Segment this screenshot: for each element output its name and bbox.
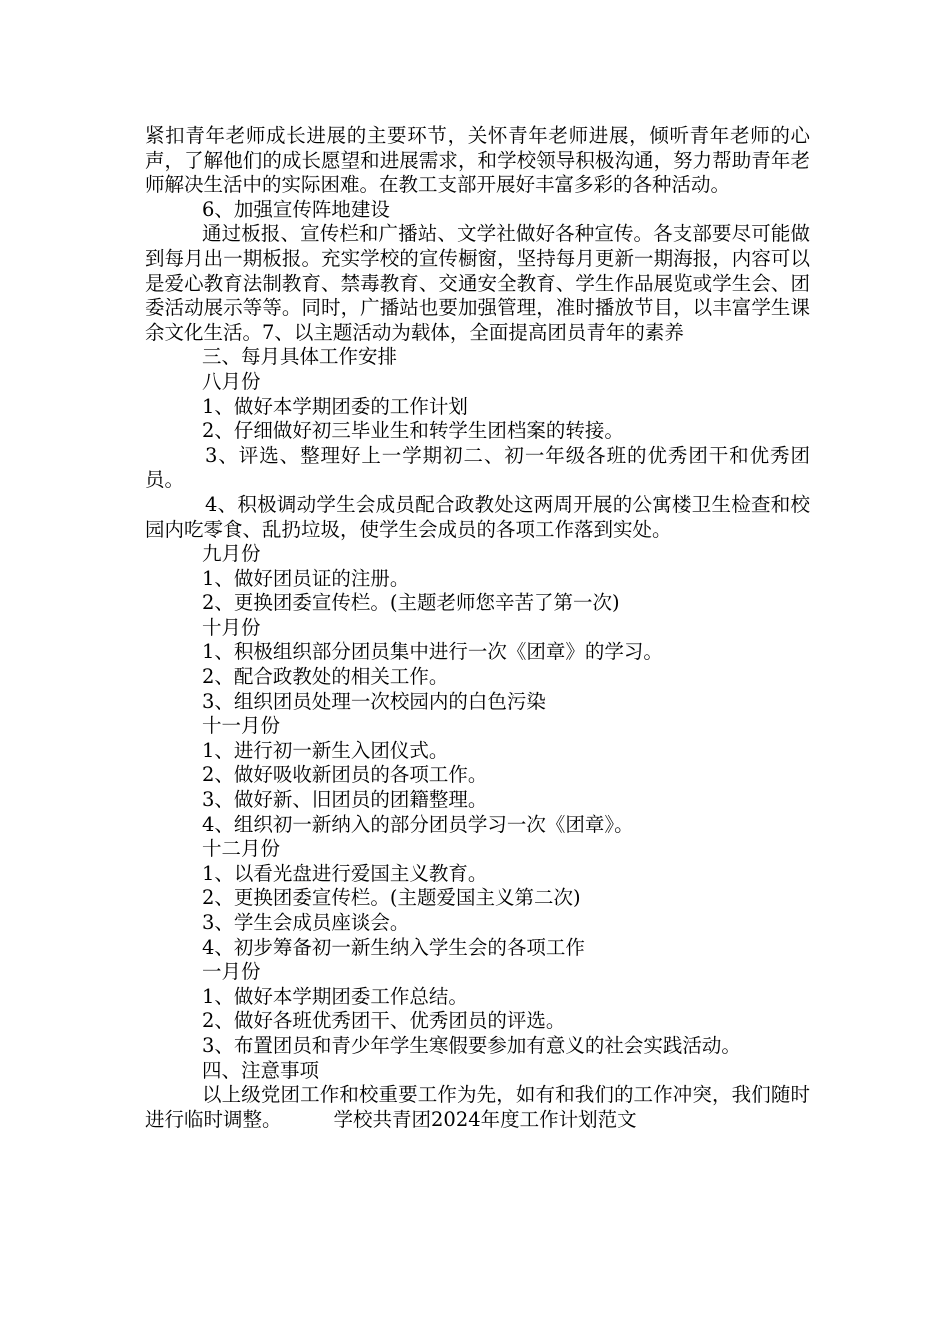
month-heading-december: 十二月份 [202,837,281,861]
next-document-title: 学校共青团2024年度工作计划范文 [333,1107,637,1131]
list-item: 4、初步筹备初一新生纳入学生会的各项工作 [202,935,585,959]
paragraph-publicity: 通过板报、宣传栏和广播站、文学社做好各种宣传。各支部要尽可能做到每月出一期板报。充实学校的宣传橱窗，坚持每月更新一期海报，内容可以是爱心教育法制教育、禁毒教育、交通安全教育、学生作品展览或学生会、团委活动展示等等。同时，广播站也要加强管理，准时播放节目，以丰富学生课余文化生活。7、以主题活动为载体，全面提高团员青年的素养 [145,222,810,344]
list-item: 2、更换团委宣传栏。(主题老师您辛苦了第一次) [202,591,620,615]
list-item: 1、以看光盘进行爱国主义教育。 [202,861,488,885]
month-heading-august: 八月份 [202,369,261,393]
list-item: 1、做好本学期团委的工作计划 [202,394,468,418]
list-item: 3、评选、整理好上一学期初二、初一年级各班的优秀团干和优秀团员。 [145,443,810,492]
document-page [145,124,810,1132]
list-item: 2、仔细做好初三毕业生和转学生团档案的转接。 [202,419,624,443]
list-item: 4、积极调动学生会成员配合政教处这两周开展的公寓楼卫生检查和校园内吃零食、乱扔垃圾，使学生会成员的各项工作落到实处。 [145,492,810,541]
list-item: 1、做好本学期团委工作总结。 [202,984,468,1008]
list-item: 3、布置团员和青少年学生寒假要参加有意义的社会实践活动。 [202,1033,741,1057]
month-heading-november: 十一月份 [202,714,281,738]
notes-text: 以上级党团工作和校重要工作为先，如有和我们的工作冲突，我们随时进行临时调整。 [145,1083,810,1131]
list-item: 2、更换团委宣传栏。(主题爱国主义第二次) [202,886,581,910]
list-item: 4、组织初一新纳入的部分团员学习一次《团章》。 [202,812,634,836]
month-heading-september: 九月份 [202,542,261,566]
list-item: 2、做好各班优秀团干、优秀团员的评选。 [202,1009,566,1033]
heading-publicity: 6、加强宣传阵地建设 [202,197,390,221]
list-item: 1、做好团员证的注册。 [202,566,410,590]
paragraph-notes [145,1083,810,1132]
list-item: 2、做好吸收新团员的各项工作。 [202,763,488,787]
list-item: 2、配合政教处的相关工作。 [202,665,449,689]
paragraph-young-teachers: 紧扣青年老师成长进展的主要环节，关怀青年老师进展，倾听青年老师的心声，了解他们的成长愿望和进展需求，和学校领导积极沟通，努力帮助青年老师解决生活中的实际困难。在教工支部开展好丰富多彩的各种活动。 [145,124,810,197]
month-heading-october: 十月份 [202,615,261,639]
list-item: 1、积极组织部分团员集中进行一次《团章》的学习。 [202,640,663,664]
heading-notes: 四、注意事项 [202,1058,320,1082]
list-item: 1、进行初一新生入团仪式。 [202,738,449,762]
heading-monthly-plan: 三、每月具体工作安排 [202,345,398,369]
list-item: 3、组织团员处理一次校园内的白色污染 [202,689,546,713]
list-item: 3、做好新、旧团员的团籍整理。 [202,788,488,812]
list-item: 3、学生会成员座谈会。 [202,911,410,934]
month-heading-january: 一月份 [202,960,261,984]
